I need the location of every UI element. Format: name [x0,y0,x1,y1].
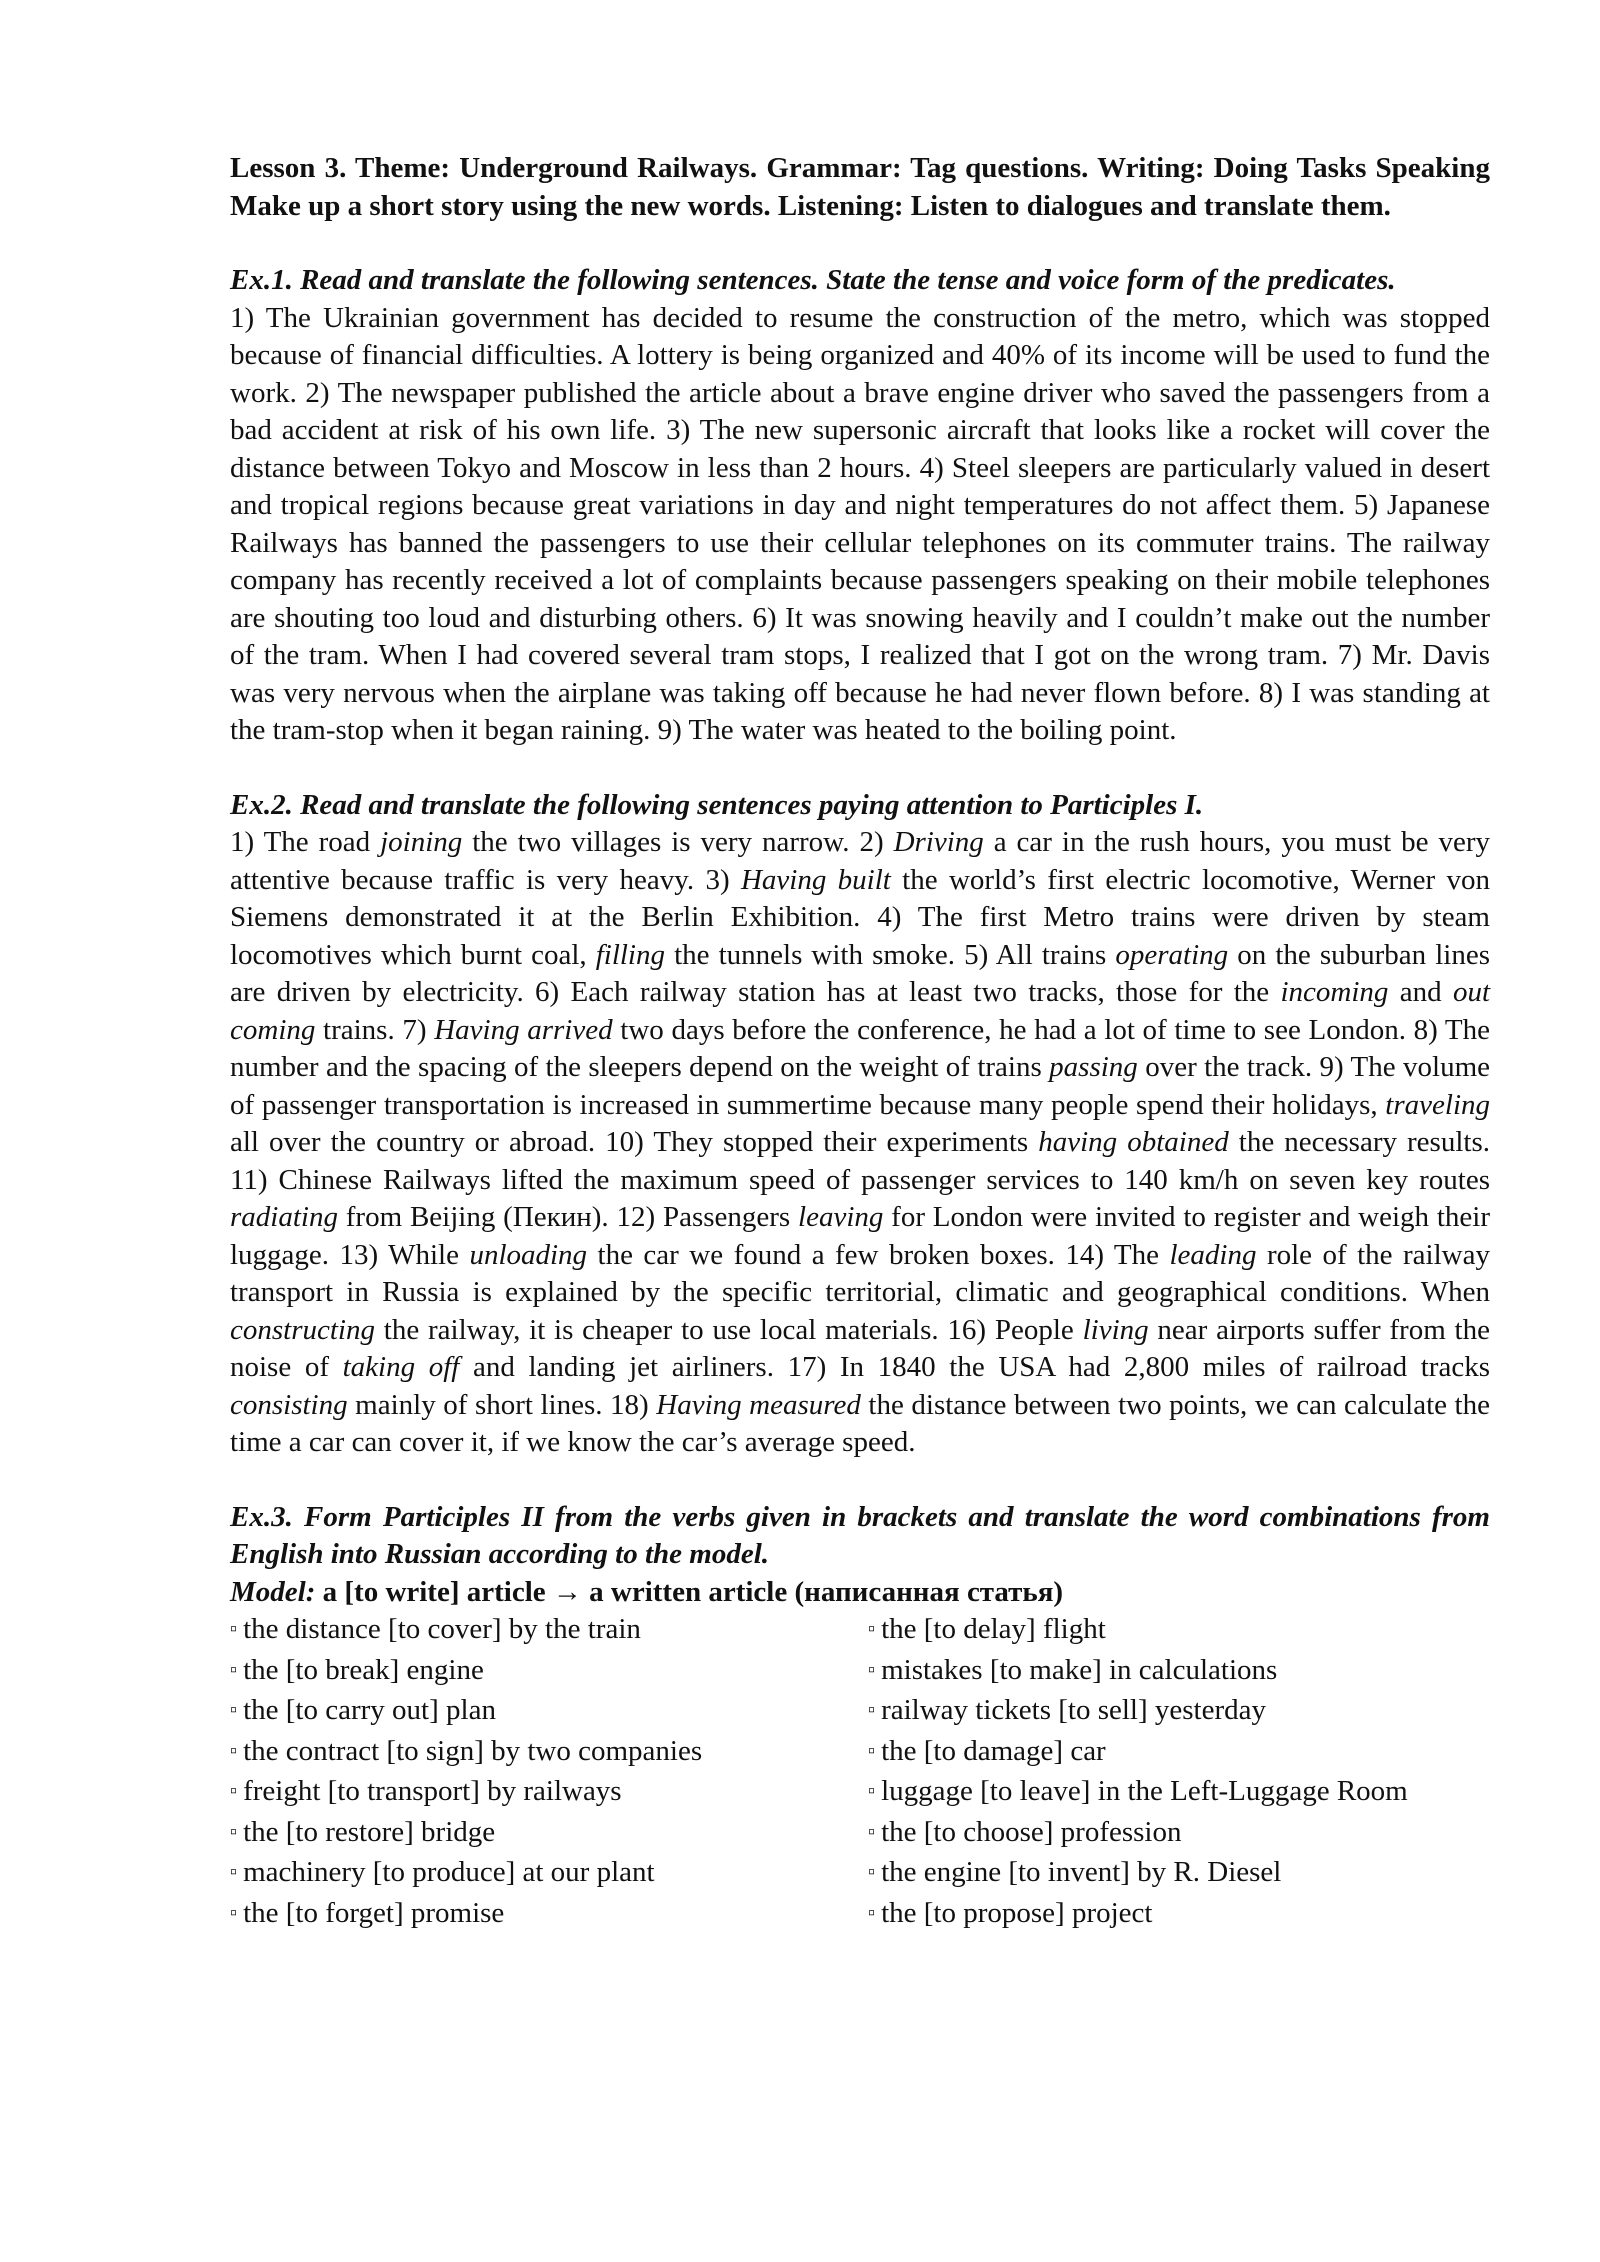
participle-highlight: leaving [798,1201,884,1233]
lesson-header: Lesson 3. Theme: Underground Railways. Grammar: Tag questions. Writing: Doing Tasks Speaking Make up a short story using the new words. Listening: Listen to dialogues and translate them. [230,152,1490,222]
list-item [868,1652,1488,1693]
list-item-text: the [to damage] car [881,1734,1106,1767]
participle-highlight: joining [380,826,463,858]
participle-highlight: Having arrived [434,1013,613,1046]
list-item [868,1773,1488,1814]
sentence-text: near airports suffer from the noise of [230,1313,1490,1383]
list-item [868,1895,1488,1936]
list-item [230,1611,868,1652]
participle-highlight: taking off [342,1351,460,1383]
square-bullet-icon: ▫ [868,1658,876,1681]
exercise-2 [230,787,1490,1462]
participle-highlight: living [1082,1313,1149,1346]
participle-highlight: Having built [740,863,891,896]
list-item [868,1692,1488,1733]
square-bullet-icon: ▫ [868,1861,876,1883]
square-bullet-icon: ▫ [230,1658,238,1681]
sentence-text: the two villages is very narrow. 2) [462,826,894,858]
sentence-text: for London were invited to register and weigh their luggage. 13) While [230,1201,1490,1271]
exercise-2-text [230,824,1490,1462]
square-bullet-icon: ▫ [868,1739,876,1762]
list-item [230,1652,868,1693]
participle-highlight: constructing [230,1313,375,1346]
list-item [230,1854,868,1895]
participle-highlight: radiating [230,1201,338,1233]
exercise-1-title: Ex.1. Read and translate the following sentences. State the tense and voice form of the predicates. [230,264,1396,296]
square-bullet-icon: ▫ [868,1618,876,1640]
sentence-text: the world’s first electric locomotive, Werner von Siemens demonstrated it at the Berlin Exhibition. 4) The first Metro trains were driven by steam locomotives which burnt coal, [230,863,1490,971]
sentence-text: and [1388,976,1453,1008]
square-bullet-icon: ▫ [868,1699,876,1721]
participle-highlight: out coming [230,976,1490,1046]
list-item [868,1733,1488,1774]
spacer [230,1462,1490,1499]
square-bullet-icon: ▫ [230,1780,238,1802]
spacer [230,750,1490,787]
square-bullet-icon: ▫ [230,1739,238,1762]
participle-highlight: operating [1115,938,1229,971]
sentence-text: over the track. 9) The volume of passenger transportation is increased in summertime because many people spend their holidays, [230,1051,1490,1121]
participle-highlight: unloading [469,1238,588,1271]
list-item-text: machinery [to produce] at our plant [243,1856,655,1888]
participle-highlight: Driving [893,826,984,858]
list-item [230,1773,868,1814]
list-item-text: the [to choose] profession [881,1815,1182,1848]
spacer [230,225,1490,262]
list-item [230,1895,868,1936]
participle-highlight: passing [1049,1051,1138,1083]
list-item-text: the contract [to sign] by two companies [243,1734,703,1767]
square-bullet-icon: ▫ [868,1780,876,1802]
exercise-3-title: Ex.3. Form Participles II from the verbs given in brackets and translate the word combinations from English into Russian according to the model. [230,1500,1490,1570]
exercise-3-items [230,1611,1490,1935]
sentence-text: 1) The road [230,826,381,858]
square-bullet-icon: ▫ [230,1861,238,1883]
list-item-text: the [to break] engine [243,1653,484,1686]
exercise-1-text: 1) The Ukrainian government has decided to resume the construction of the metro, which was stopped because of financial difficulties. A lottery is being organized and 40% of its income will be used to fund the work. 2) The newspaper published the article about a brave engine driver who saved the passengers from a bad accident at risk of his own life. 3) The new supersonic aircraft that looks like a rocket will cover the distance between Tokyo and Moscow in less than 2 hours. 4) Steel sleepers are particularly valued in desert and tropical regions because great variations in day and night temperatures do not affect them. 5) Japanese Railways has banned the passengers to use their cellular telephones on its commuter trains. The railway company has recently received a lot of complaints because passengers speaking on their mobile telephones are shouting too loud and disturbing others. 6) It was snowing heavily and I couldn’t make out the number of the tram. When I had covered several tram stops, I realized that I got on the wrong tram. 7) Mr. Davis was very nervous when the airplane was taking off because he had never flown before. 8) I was standing at the tram-stop when it began raining. 9) The water was heated to the boiling point. [230,301,1490,746]
list-item-text: the [to carry out] plan [243,1694,496,1726]
square-bullet-icon: ▫ [230,1820,238,1843]
document-page [230,150,1490,1935]
list-item [868,1814,1488,1855]
square-bullet-icon: ▫ [230,1901,238,1924]
right-column [868,1611,1488,1935]
square-bullet-icon: ▫ [868,1901,876,1924]
sentence-text: mainly of short lines. 18) [347,1388,657,1421]
list-item-text: luggage [to leave] in the Left-Luggage Room [881,1775,1408,1807]
square-bullet-icon: ▫ [230,1618,238,1640]
sentence-text: all over the country or abroad. 10) They stopped their experiments [230,1126,1039,1158]
sentence-text: from Beijing (Пекин). 12) Passengers [337,1201,799,1233]
list-item-text: the [to delay] flight [881,1613,1106,1645]
list-item [230,1692,868,1733]
model-example: a [to write] article → a written article (написанная статья) [315,1575,1064,1608]
list-item [230,1733,868,1774]
list-item [230,1814,868,1855]
sentence-text: role of the railway transport in Russia is explained by the specific territorial, climatic and geographical conditions. When [230,1238,1490,1308]
exercise-3 [230,1499,1490,1936]
sentence-text: the necessary results. 11) Chinese Railways lifted the maximum speed of passenger services to 140 km/h on seven key routes [230,1126,1490,1196]
list-item-text: the [to forget] promise [243,1896,505,1929]
exercise-3-model [230,1574,1490,1612]
square-bullet-icon: ▫ [230,1699,238,1721]
square-bullet-icon: ▫ [868,1820,876,1843]
participle-highlight: leading [1169,1238,1257,1271]
sentence-text: the car we found a few broken boxes. 14) The [587,1238,1170,1271]
sentence-text: trains. 7) [315,1013,435,1046]
sentence-text: the railway, it is cheaper to use local materials. 16) People [375,1313,1083,1346]
list-item-text: freight [to transport] by railways [243,1775,622,1807]
participle-highlight: filling [595,938,665,971]
exercise-2-title: Ex.2. Read and translate the following sentences paying attention to Participles I. [230,788,1204,821]
list-item [868,1854,1488,1895]
participle-highlight: consisting [230,1388,348,1421]
sentence-text: two days before the conference, he had a lot of time to see London. 8) The number and the spacing of the sleepers depend on the weight of trains [230,1013,1491,1083]
sentence-text: the tunnels with smoke. 5) All trains [665,938,1116,971]
list-item [868,1611,1488,1652]
exercise-1 [230,262,1490,750]
list-item-text: the engine [to invent] by R. Diesel [881,1856,1282,1888]
participle-highlight: traveling [1385,1088,1490,1121]
sentence-text: the distance between two points, we can calculate the time a car can cover it, if we know the car’s average speed. [230,1388,1490,1458]
sentence-text: on the suburban lines are driven by electricity. 6) Each railway station has at least two tracks, those for the [230,938,1490,1008]
sentence-text: and landing jet airliners. 17) In 1840 the USA had 2,800 miles of railroad tracks [459,1351,1490,1383]
list-item-text: the [to restore] bridge [243,1815,496,1848]
list-item-text: the distance [to cover] by the train [243,1613,641,1645]
left-column [230,1611,868,1935]
sentence-text: a car in the rush hours, you must be very attentive because traffic is very heavy. 3) [230,826,1490,896]
participle-highlight: incoming [1280,976,1389,1008]
participle-highlight: having obtained [1038,1126,1229,1158]
model-label: Model: [230,1575,316,1608]
list-item-text: the [to propose] project [881,1896,1153,1929]
participle-highlight: Having measured [656,1388,861,1421]
list-item-text: railway tickets [to sell] yesterday [881,1694,1267,1726]
list-item-text: mistakes [to make] in calculations [881,1653,1278,1686]
